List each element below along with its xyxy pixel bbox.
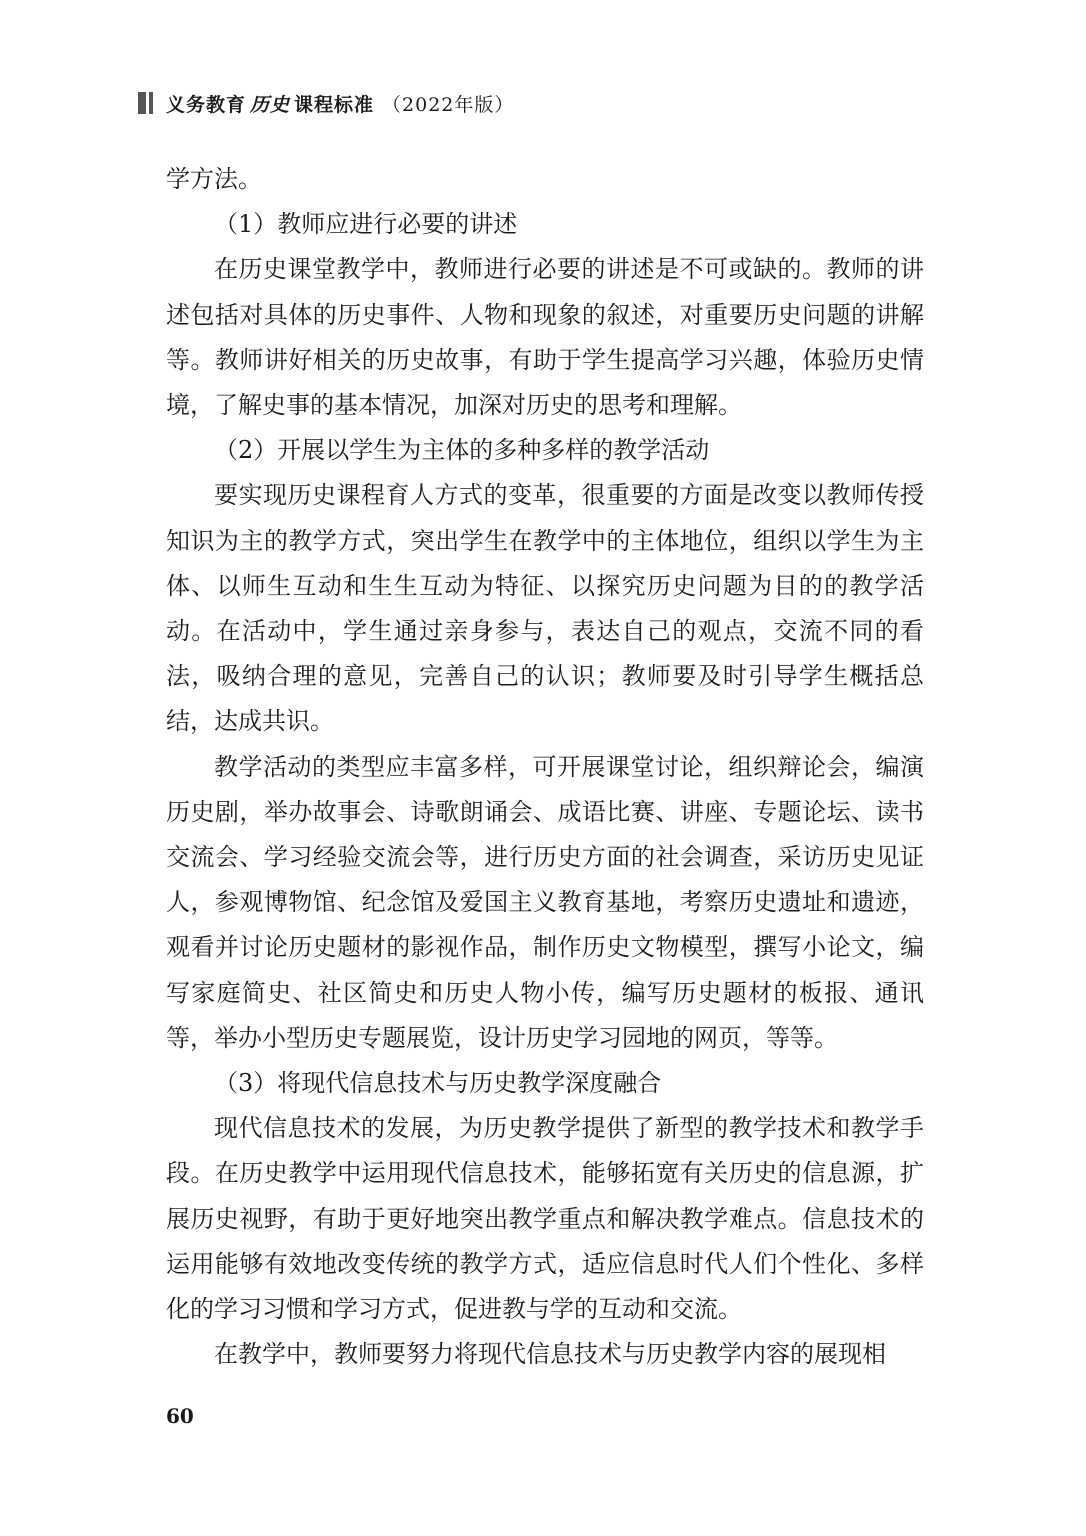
header-subject: 历史 bbox=[250, 93, 291, 116]
subheading-1: （1）教师应进行必要的讲述 bbox=[214, 210, 518, 239]
header-standard: 课程标准 bbox=[294, 93, 375, 116]
paragraph-continued: 学方法。 bbox=[166, 165, 262, 193]
running-header bbox=[138, 88, 514, 118]
header-book-title: 义务教育 bbox=[166, 93, 247, 116]
header-title bbox=[166, 90, 514, 117]
subheading-3: （3）将现代信息技术与历史教学深度融合 bbox=[214, 1069, 662, 1098]
subheading-2: （2）开展以学生为主体的多种多样的教学活动 bbox=[214, 436, 710, 465]
page-number: 60 bbox=[166, 1404, 194, 1428]
paragraph: 在历史课堂教学中，教师进行必要的讲述是不可或缺的。教师的讲述包括对具体的历史事件、人物和现象的叙述，对重要历史问题的讲解等。教师讲好相关的历史故事，有助于学生提高学习兴趣，体验历史情境，了解史事的基本情况，加深对历史的思考和理解。 bbox=[166, 255, 924, 420]
header-edition: （2022年版） bbox=[382, 93, 515, 116]
paragraph: 在教学中，教师要努力将现代信息技术与历史教学内容的展现相 bbox=[214, 1340, 886, 1369]
page-body bbox=[166, 157, 924, 1377]
paragraph: 要实现历史课程育人方式的变革，很重要的方面是改变以教师传授知识为主的教学方式，突出学生在教学中的主体地位，组织以学生为主体、以师生互动和生生互动为特征、以探究历史问题为目的的教学活动。在活动中，学生通过亲身参与，表达自己的观点，交流不同的看法，吸纳合理的意见，完善自己的认识；教师要及时引导学生概括总结，达成共识。 bbox=[166, 481, 924, 736]
paragraph: 教学活动的类型应丰富多样，可开展课堂讨论，组织辩论会，编演历史剧，举办故事会、诗歌朗诵会、成语比赛、讲座、专题论坛、读书交流会、学习经验交流会等，进行历史方面的社会调查，采访历史见证人，参观博物馆、纪念馆及爱国主义教育基地，考察历史遗址和遗迹，观看并讨论历史题材的影视作品，制作历史文物模型，撰写小论文，编写家庭简史、社区简史和历史人物小传，编写历史题材的板报、通讯等，举办小型历史专题展览，设计历史学习园地的网页，等等。 bbox=[166, 752, 924, 1052]
paragraph: 现代信息技术的发展，为历史教学提供了新型的教学技术和教学手段。在历史教学中运用现代信息技术，能够拓宽有关历史的信息源，扩展历史视野，有助于更好地突出教学重点和解决教学难点。信息技术的运用能够有效地改变传统的教学方式，适应信息时代人们个性化、多样化的学习习惯和学习方式，促进教与学的互动和交流。 bbox=[166, 1114, 924, 1324]
header-bars-icon bbox=[138, 92, 156, 114]
header-bar-thin bbox=[149, 92, 153, 114]
header-bar-thick bbox=[138, 92, 146, 114]
